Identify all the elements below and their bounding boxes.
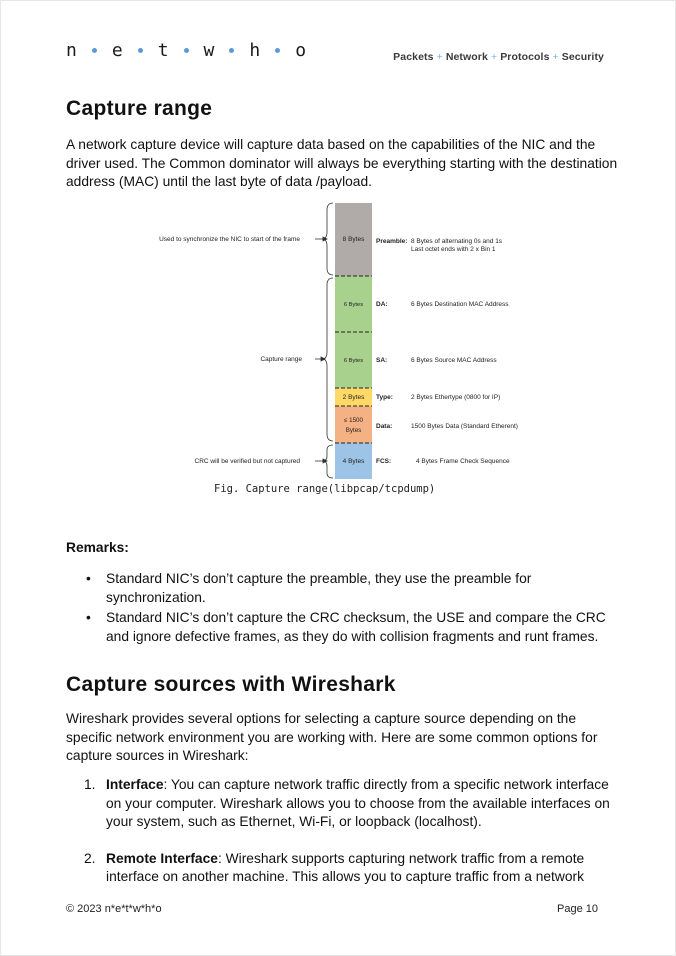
remarks-list: [66, 570, 611, 648]
field-desc-type: 2 Bytes Ethertype (0800 for IP): [411, 394, 501, 401]
field-desc-fcs: 4 Bytes Frame Check Sequence: [416, 458, 510, 465]
block-size: 6 Bytes: [343, 302, 364, 308]
section-title-capture-sources: Capture sources with Wireshark: [66, 673, 396, 696]
block-size: ≤ 1500: [344, 417, 363, 424]
capture-sources-intro: Wireshark provides several options for selecting a capture source depending on the specific network environment you are working with. Here are some common options for capture sources in Wireshark:: [66, 711, 598, 763]
tagline-item: Packets: [393, 51, 434, 63]
logo-letter: e: [111, 40, 123, 61]
left-arrows: [315, 237, 327, 463]
logo-letter: t: [157, 40, 169, 61]
capture-sources-list: [66, 776, 611, 905]
field-label-preamble: Preamble:: [376, 238, 408, 245]
logo-letter: h: [249, 40, 261, 61]
block-size: 4 Bytes: [342, 458, 365, 465]
capture-range-brace: [322, 278, 333, 441]
field-label-data: Data:: [376, 423, 393, 430]
preamble-left-label: Used to synchronize the NIC to start of the frame: [159, 236, 300, 243]
field-label-fcs: FCS:: [376, 458, 392, 465]
field-desc-preamble: 8 Bytes of alternating 0s and 1s: [411, 238, 503, 245]
footer-page-number: Page 10: [557, 903, 598, 915]
capture-range-left-label: Capture range: [260, 356, 302, 363]
field-label-da: DA:: [376, 301, 388, 308]
list-term: Interface: [106, 777, 164, 792]
section-title-capture-range: Capture range: [66, 97, 213, 120]
list-text: : Wireshark supports capturing network traffic from a remote interface on another machine. This allows you to capture traffic from a network: [106, 850, 585, 884]
footer-copyright: © 2023 n*e*t*w*h*o: [66, 903, 162, 915]
crc-brace: [322, 445, 333, 478]
capture-range-intro: A network capture device will capture data based on the capabilities of the NIC and the driver used. The Common dominator will always be everything starting with the destination address (MAC) until the last byte of data /payload.: [66, 137, 618, 189]
list-item: • Standard NIC’s don’t capture the preamble, they use the preamble for synchronization.: [66, 570, 611, 607]
list-item: • Standard NIC’s don’t capture the CRC checksum, the USE and compare the CRC and ignore defective frames, as they do with collision fragments and runt frames.: [66, 609, 611, 646]
list-number: 1.: [84, 777, 96, 792]
field-desc-da: 6 Bytes Destination MAC Address: [411, 301, 509, 308]
block-size: 2 Bytes: [342, 394, 365, 401]
list-term: Remote Interface: [106, 850, 218, 866]
logo-letter: o: [295, 40, 307, 61]
tagline-separator: +: [436, 51, 443, 63]
list-item: [66, 850, 611, 887]
list-text: : You can capture network traffic directly from a specific network interface on your computer. Wireshark allows you to choose from the available interfaces on your system, such as Ethernet, Wi-Fi, or loopback (localhost).: [106, 777, 610, 829]
figure-caption: Fig. Capture range(libpcap/tcpdump): [214, 483, 436, 495]
field-desc-preamble-2: Last octet ends with 2 x Bin 1: [411, 246, 496, 253]
logo-letter: w: [203, 40, 215, 61]
block-size-unit: Bytes: [345, 427, 362, 434]
tagline-item: Protocols: [500, 51, 550, 63]
field-label-sa: SA:: [376, 357, 388, 364]
field-desc-sa: 6 Bytes Source MAC Address: [411, 357, 497, 364]
list-number: 2.: [84, 850, 96, 866]
frame-block-data: [335, 406, 372, 443]
field-desc-data: 1500 Bytes Data (Standard Etherent): [411, 423, 518, 430]
field-label-type: Type:: [376, 394, 393, 401]
logo-letter: n: [66, 40, 77, 61]
tagline-item: Security: [561, 51, 604, 63]
tagline-separator: +: [552, 51, 559, 63]
tagline-separator: +: [490, 51, 498, 63]
tagline-item: Network: [445, 51, 488, 63]
crc-left-label: CRC will be verified but not captured: [194, 458, 300, 465]
block-size: 8 Bytes: [342, 236, 365, 243]
block-size: 6 Bytes: [343, 358, 364, 364]
remarks-title: Remarks:: [66, 540, 129, 555]
list-item: [66, 776, 611, 832]
